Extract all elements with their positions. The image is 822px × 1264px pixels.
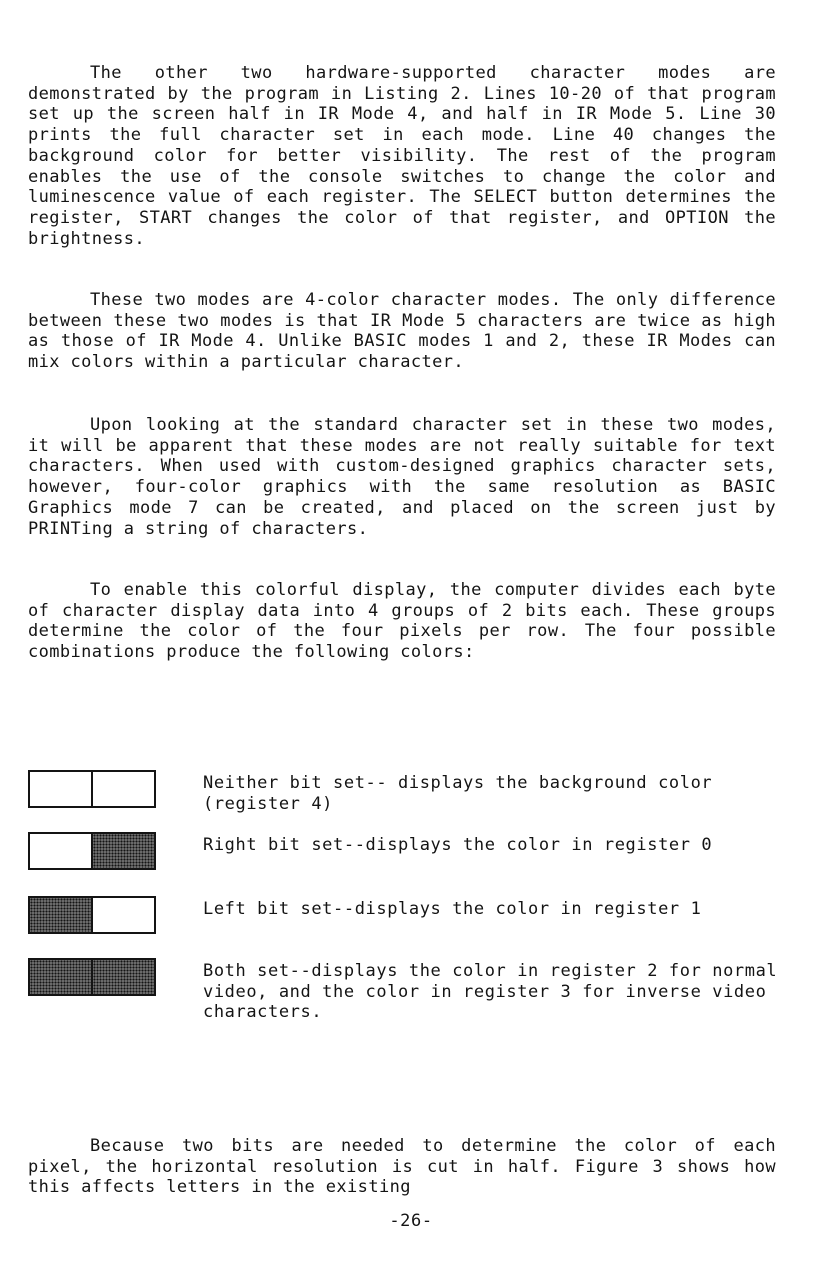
paragraph-4-color-modes (28, 290, 776, 373)
paragraph-character-set-suitability (28, 415, 776, 539)
bit-pair-diagram (28, 896, 156, 934)
paragraph-horizontal-resolution (28, 1136, 776, 1198)
page-number: -26- (389, 1211, 433, 1231)
right-bit-cell (93, 898, 154, 932)
left-bit-cell (30, 834, 93, 868)
legend-text: Both set--displays the color in register 2 for normal video, and the color in register 3 for inverse video characters. (203, 961, 778, 1023)
paragraph-bit-groups (28, 580, 776, 663)
paragraph-text: Because two bits are needed to determine the color of each pixel, the horizontal resolution is cut in half. Figure 3 shows how this affects letters in the existing (28, 1136, 776, 1198)
legend-text: Left bit set--displays the color in register 1 (203, 899, 702, 919)
legend-row-both-bits (28, 958, 788, 1023)
left-bit-cell-filled (30, 960, 93, 994)
left-bit-cell (30, 772, 93, 806)
paragraph-text: To enable this colorful display, the computer divides each byte of character display data into 4 groups of 2 bits each. These groups determine the color of the four pixels per row. The four possible combinations produce the following colors: (28, 580, 776, 663)
legend-row-neither-bit (28, 770, 788, 814)
bit-pair-diagram (28, 958, 156, 996)
paragraph-text: Upon looking at the standard character set in these two modes, it will be apparent that these modes are not really suitable for text characters. When used with custom-designed graphics character sets, however, four-color graphics with the same resolution as BASIC Graphics mode 7 can be created, and placed on the screen just by PRINTing a string of characters. (28, 415, 776, 539)
paragraph-text: The other two hardware-supported character modes are demonstrated by the program in Listing 2. Lines 10-20 of that program set up the screen half in IR Mode 4, and half in IR Mode 5. Line 30 prints the full character set in each mode. Line 40 changes the background color for better visibility. The rest of the program enables the use of the console switches to change the color and luminescence value of each register. The SELECT button determines the register, START changes the color of that register, and OPTION the brightness. (28, 63, 776, 249)
left-bit-cell-filled (30, 898, 93, 932)
legend-row-left-bit (28, 896, 788, 940)
right-bit-cell (93, 772, 154, 806)
legend-row-right-bit (28, 832, 788, 876)
paragraph-listing-2-description (28, 63, 776, 249)
right-bit-cell-filled (93, 834, 154, 868)
legend-text: Neither bit set-- displays the background color (register 4) (203, 773, 713, 814)
right-bit-cell-filled (93, 960, 154, 994)
bit-pair-diagram (28, 770, 156, 808)
paragraph-text: These two modes are 4-color character modes. The only difference between these two modes is that IR Mode 5 characters are twice as high as those of IR Mode 4. Unlike BASIC modes 1 and 2, these IR Modes can mix colors within a particular character. (28, 290, 776, 373)
legend-text: Right bit set--displays the color in register 0 (203, 835, 713, 855)
bit-pair-diagram (28, 832, 156, 870)
